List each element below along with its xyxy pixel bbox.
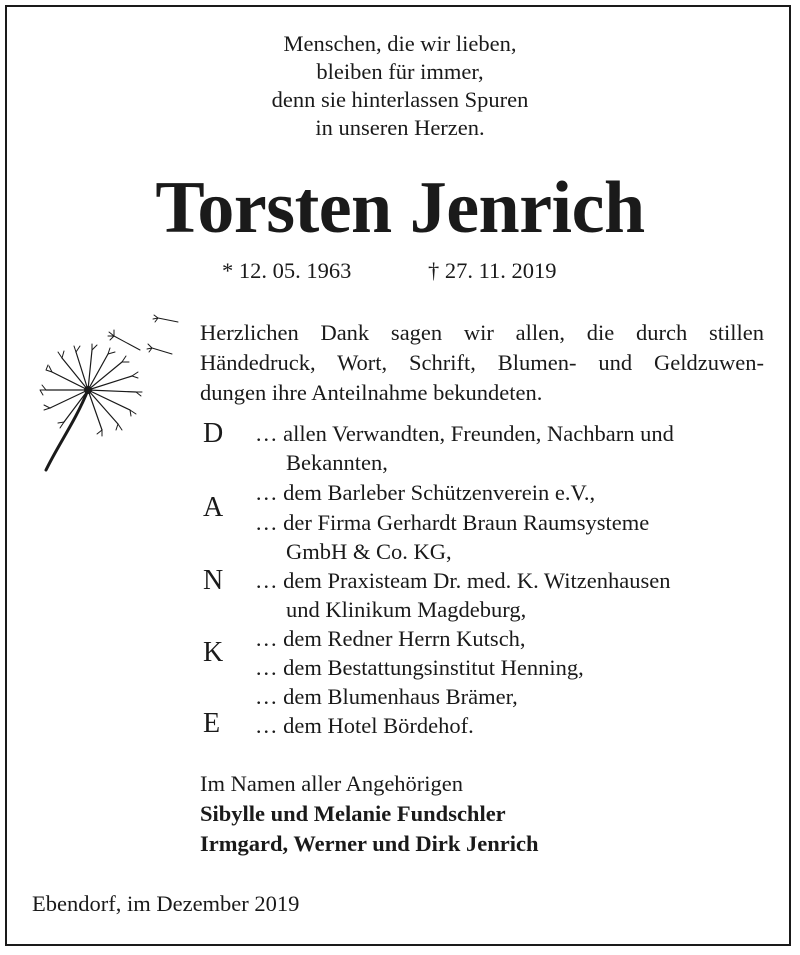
danke-letter: D (203, 418, 224, 449)
dandelion-icon (36, 310, 186, 475)
danke-line: … dem Blumenhaus Brämer, (255, 684, 518, 709)
danke-line: … dem Redner Herrn Kutsch, (255, 626, 526, 651)
danke-line: und Klinikum Magdeburg, (286, 597, 527, 622)
birth-date: * 12. 05. 1963 (222, 258, 352, 283)
thanks-line: Herzlichen Dank sagen wir allen, die durch stillen (200, 320, 764, 345)
danke-line: … dem Barleber Schützenverein e.V., (255, 480, 596, 505)
motto-line: bleiben für immer, (316, 59, 484, 84)
thanks-line: dungen ihre Anteilnahme bekundeten. (200, 380, 543, 405)
danke-letter: K (203, 637, 224, 668)
danke-line: … dem Hotel Bördehof. (255, 713, 474, 738)
danke-letter: E (203, 708, 221, 739)
danke-letter: N (203, 565, 224, 596)
danke-line: … allen Verwandten, Freunden, Nachbarn und (255, 421, 674, 446)
thanks-line: Händedruck, Wort, Schrift, Blumen- und Geldzuwen- (200, 350, 764, 375)
deceased-name: Torsten Jenrich (155, 167, 645, 249)
thanks-paragraph (200, 318, 764, 408)
danke-line: … dem Bestattungsinstitut Henning, (255, 655, 584, 680)
signature-intro: Im Namen aller Angehörigen (200, 771, 464, 796)
place-date: Ebendorf, im Dezember 2019 (32, 891, 300, 916)
danke-line: GmbH & Co. KG, (286, 539, 452, 564)
signature-family: Sibylle und Melanie Fundschler (200, 801, 506, 826)
motto (0, 30, 800, 142)
danke-line: … dem Praxisteam Dr. med. K. Witzenhausen (255, 568, 671, 593)
danke-letter: A (203, 492, 224, 523)
motto-line: denn sie hinterlassen Spuren (271, 87, 529, 112)
motto-line: in unseren Herzen. (315, 115, 485, 140)
danke-line: Bekannten, (286, 450, 388, 475)
danke-line: … der Firma Gerhardt Braun Raumsysteme (255, 510, 650, 535)
signature-family: Irmgard, Werner und Dirk Jenrich (200, 831, 539, 856)
motto-line: Menschen, die wir lieben, (283, 31, 517, 56)
death-date: † 27. 11. 2019 (428, 258, 557, 283)
